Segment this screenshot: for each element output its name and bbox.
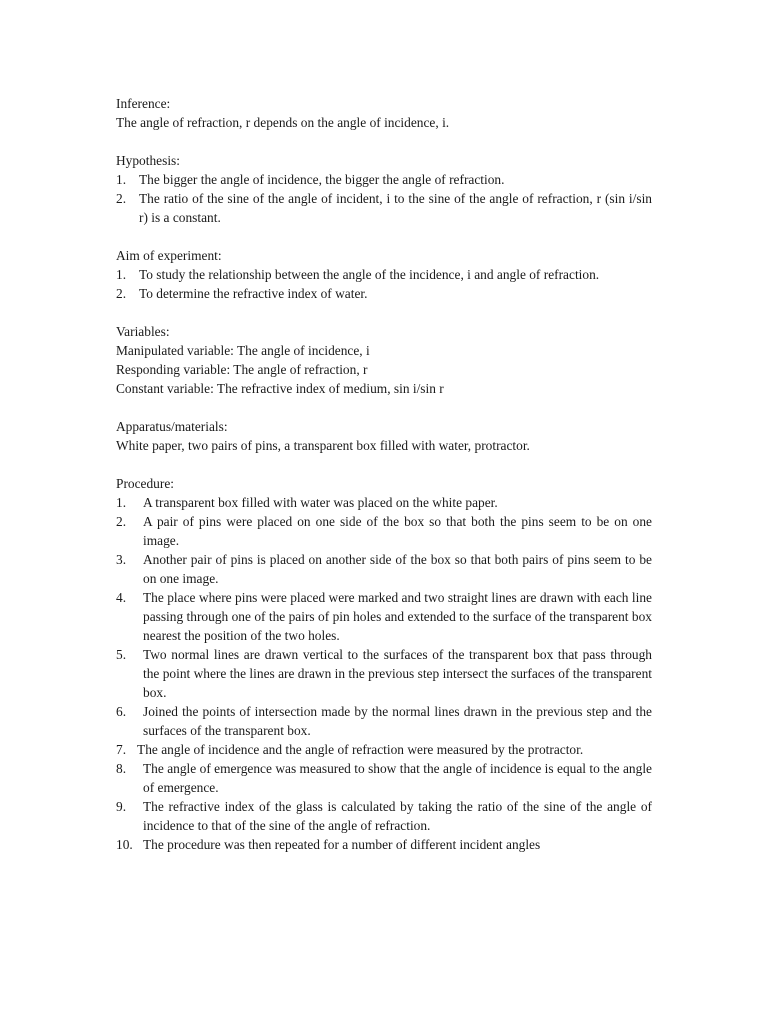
procedure-step-text: Two normal lines are drawn vertical to the surfaces of the transparent box that pass through the point where the lines are drawn in the previous step intersect the surfaces of the transparent box. [143,647,652,700]
variables-heading: Variables: [116,324,170,339]
procedure-step-text: The angle of emergence was measured to show that the angle of incidence is equal to the angle of emergence. [143,761,652,795]
procedure-step-number: 6. [116,704,127,719]
hypothesis-list [116,170,652,227]
inference-section [116,94,652,132]
hypothesis-item-number: 2. [116,191,127,206]
procedure-step-number: 5. [116,647,127,662]
manipulated-variable: Manipulated variable: The angle of incidence, i [116,343,370,358]
procedure-step-text: Joined the points of intersection made by the normal lines drawn in the previous step and the surfaces of the transparent box. [143,704,652,738]
inference-text: The angle of refraction, r depends on the angle of incidence, i. [116,115,450,130]
procedure-step [116,702,652,740]
procedure-step-number: 4. [116,590,127,605]
hypothesis-item [116,189,652,227]
procedure-step-text: The refractive index of the glass is calculated by taking the ratio of the sine of the angle of incidence to that of the sine of the angle of refraction. [143,799,652,833]
procedure-step [116,835,652,854]
hypothesis-item-number: 1. [116,172,127,187]
procedure-step [116,493,652,512]
procedure-section [116,474,652,854]
procedure-step-text: A pair of pins were placed on one side of the box so that both the pins seem to be on one image. [143,514,652,548]
hypothesis-heading: Hypothesis: [116,153,180,168]
apparatus-text: White paper, two pairs of pins, a transparent box filled with water, protractor. [116,438,530,453]
hypothesis-item-text: The bigger the angle of incidence, the bigger the angle of refraction. [139,172,505,187]
aim-item [116,284,652,303]
procedure-step-number: 7. [116,742,127,757]
apparatus-heading: Apparatus/materials: [116,419,228,434]
procedure-step-number: 1. [116,495,127,510]
aim-item [116,265,652,284]
procedure-step-number: 3. [116,552,127,567]
inference-heading: Inference: [116,96,171,111]
procedure-list [116,493,652,854]
aim-heading: Aim of experiment: [116,248,222,263]
procedure-step-text: The place where pins were placed were marked and two straight lines are drawn with each line passing through one of the pairs of pin holes and extended to the surface of the transparent box nearest the position of the two holes. [143,590,652,643]
aim-list [116,265,652,303]
procedure-step [116,550,652,588]
aim-item-number: 2. [116,286,127,301]
hypothesis-item-text: The ratio of the sine of the angle of incident, i to the sine of the angle of refraction, r (sin i/sin r) is a constant. [139,191,652,225]
hypothesis-item [116,170,652,189]
procedure-step-text: The procedure was then repeated for a number of different incident angles [143,837,541,852]
procedure-step-number: 2. [116,514,127,529]
variables-section [116,322,652,398]
aim-section [116,246,652,303]
procedure-step-text: Another pair of pins is placed on another side of the box so that both pairs of pins seem to be on one image. [143,552,652,586]
procedure-step [116,512,652,550]
procedure-heading: Procedure: [116,476,175,491]
procedure-step [116,797,652,835]
apparatus-section [116,417,652,455]
aim-item-text: To study the relationship between the angle of the incidence, i and angle of refraction. [139,267,600,282]
responding-variable: Responding variable: The angle of refraction, r [116,362,368,377]
procedure-step [116,759,652,797]
procedure-step-text: The angle of incidence and the angle of refraction were measured by the protractor. [137,742,584,757]
procedure-step-text: A transparent box filled with water was placed on the white paper. [143,495,498,510]
procedure-step-number: 10. [116,837,133,852]
aim-item-text: To determine the refractive index of water. [139,286,368,301]
constant-variable: Constant variable: The refractive index of medium, sin i/sin r [116,381,444,396]
procedure-step [116,645,652,702]
procedure-step-number: 8. [116,761,127,776]
procedure-step [116,740,652,759]
document-content [116,94,652,873]
procedure-step [116,588,652,645]
aim-item-number: 1. [116,267,127,282]
hypothesis-section [116,151,652,227]
procedure-step-number: 9. [116,799,127,814]
